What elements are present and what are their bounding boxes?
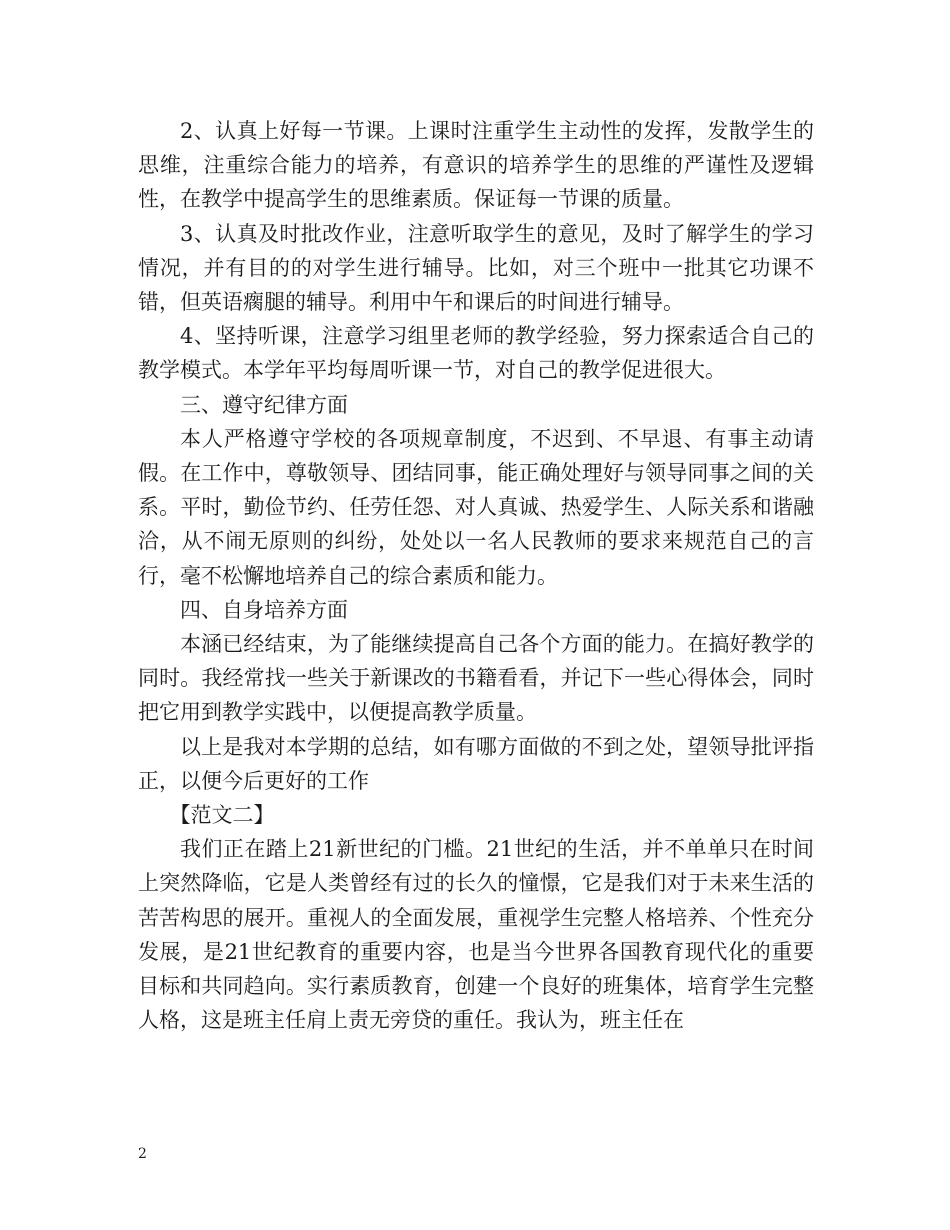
- section-heading-discipline: 三、遵守纪律方面: [180, 392, 348, 417]
- paragraph-sample-two-intro: 我们正在踏上21新世纪的门槛。21世纪的生活，并不单单只在时间上突然降临，它是人类曾经有过的长久的憧憬，它是我们对于未来生活的苦苦构思的展开。重视人的全面发展，重视学生完整人格培养、个性充分发展，是21世纪教育的重要内容，也是当今世界各国教育现代化的重要目标和共同趋向。实行素质教育，创建一个良好的班集体，培育学生完整人格，这是班主任肩上责无旁贷的重任。我认为，班主任在: [138, 837, 814, 1033]
- paragraph-item-4: 4、坚持听课，注意学习组里老师的教学经验，努力探索适合自己的教学模式。本学年平均每周听课一节，对自己的教学促进很大。: [138, 324, 814, 383]
- section-heading-sample-two: 【范文二】: [169, 803, 275, 828]
- document-body: [138, 114, 814, 1037]
- paragraph-self-cultivation: 本涵已经结束，为了能继续提高自己各个方面的能力。在搞好教学的同时。我经常找一些关于新课改的书籍看看，并记下一些心得体会，同时把它用到教学实践中，以便提高教学质量。: [138, 632, 814, 725]
- page-number: 2: [138, 1146, 147, 1162]
- section-heading-self-cultivation: 四、自身培养方面: [180, 597, 348, 622]
- paragraph-item-2: 2、认真上好每一节课。上课时注重学生主动性的发挥，发散学生的思维，注重综合能力的培养，有意识的培养学生的思维的严谨性及逻辑性，在教学中提高学生的思维素质。保证每一节课的质量。: [138, 119, 814, 212]
- paragraph-conclusion: 以上是我对本学期的总结，如有哪方面做的不到之处，望领导批评指正，以便今后更好的工作: [138, 734, 814, 793]
- paragraph-discipline: 本人严格遵守学校的各项规章制度，不迟到、不早退、有事主动请假。在工作中，尊敬领导、团结同事，能正确处理好与领导同事之间的关系。平时，勤俭节约、任劳任怨、对人真诚、热爱学生、人际关系和谐融洽，从不闹无原则的纠纷，处处以一名人民教师的要求来规范自己的言行，毫不松懈地培养自己的综合素质和能力。: [138, 426, 814, 588]
- paragraph-item-3: 3、认真及时批改作业，注意听取学生的意见，及时了解学生的学习情况，并有目的的对学生进行辅导。比如，对三个班中一批其它功课不错，但英语瘸腿的辅导。利用中午和课后的时间进行辅导。: [138, 221, 814, 315]
